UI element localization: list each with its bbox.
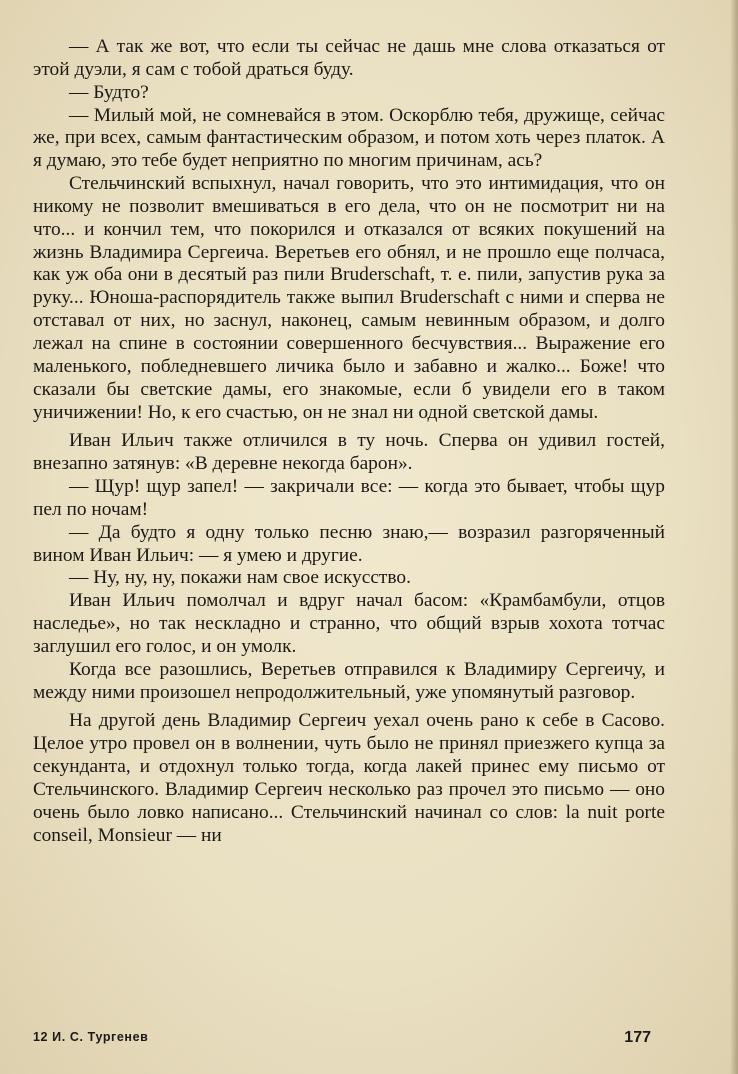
page-footer xyxy=(33,1030,665,1056)
paragraph-3: — Милый мой, не сомневайся в этом. Оскорблю тебя, дружище, сейчас же, при всех, самым фантастическим образом, и потом хоть через платок. А я думаю, это тебе будет неприятно по многим причинам, ась? xyxy=(33,104,665,172)
page-number: 177 xyxy=(624,1029,651,1046)
paragraph-4: Стельчинский вспыхнул, начал говорить, что это интимидация, что он никому не позволит вмешиваться в его дела, что он не посмотрит ни на что... и кончил тем, что покорился и отказался от всяких покушений на жизнь Владимира Сергеича. Веретьев его обнял, и не прошло еще полчаса, как уж оба они в десятый раз пили Bruderschaft, т. е. пили, запустив рука за руку... Юноша-распорядитель также выпил Bruderschaft с ними и сперва не отставал от них, но заснул, наконец, самым невинным образом, и долго лежал на спине в состоянии совершенного бесчувствия... Выражение его маленького, побледневшего личика было и забавно и жалко... Боже! что сказали бы светские дамы, его знакомые, если б увидели его в таком уничижении! Но, к его счастью, он не знал ни одной светской дамы. xyxy=(33,173,665,423)
paragraph-6: — Щур! щур запел! — закричали все: — когда это бывает, чтобы щур пел по ночам! xyxy=(33,476,665,520)
paragraph-1: — А так же вот, что если ты сейчас не дашь мне слова отказаться от этой дуэли, я сам с тобой драться буду. xyxy=(33,36,665,80)
paragraph-10: Когда все разошлись, Веретьев отправился к Владимиру Сергеичу, и между ними произошел непродолжительный, уже упомянутый разговор. xyxy=(33,658,665,703)
paragraph-11: На другой день Владимир Сергеич уехал очень рано к себе в Сасово. Целое утро провел он в волнении, чуть было не принял приезжего купца за секунданта, и отдохнул только тогда, когда лакей принес ему письмо от Стельчинского. Владимир Сергеич несколько раз прочел это письмо — оно очень было ловко написано... Стельчинский начинал со слов: la nuit porte conseil, Monsieur — ни xyxy=(33,710,665,846)
paragraph-2: — Будто? xyxy=(69,81,149,103)
paragraph-5: Иван Ильич также отличился в ту ночь. Сперва он удивил гостей, внезапно затянув: «В деревне некогда барон». xyxy=(33,430,665,475)
paragraph-9: Иван Ильич помолчал и вдруг начал басом: «Крамбамбули, отцов наследье», но так нескладно и странно, что общий взрыв хохота тотчас заглушил его голос, и он умолк. xyxy=(33,590,665,657)
printer-signature: 12 И. С. Тургенев xyxy=(33,1030,149,1044)
paragraph-7: — Да будто я одну только песню знаю,— возразил разгоряченный вином Иван Ильич: — я умею и другие. xyxy=(33,521,665,566)
paragraph-8: — Ну, ну, ну, покажи нам свое искусство. xyxy=(69,567,411,589)
page-body xyxy=(33,36,665,848)
